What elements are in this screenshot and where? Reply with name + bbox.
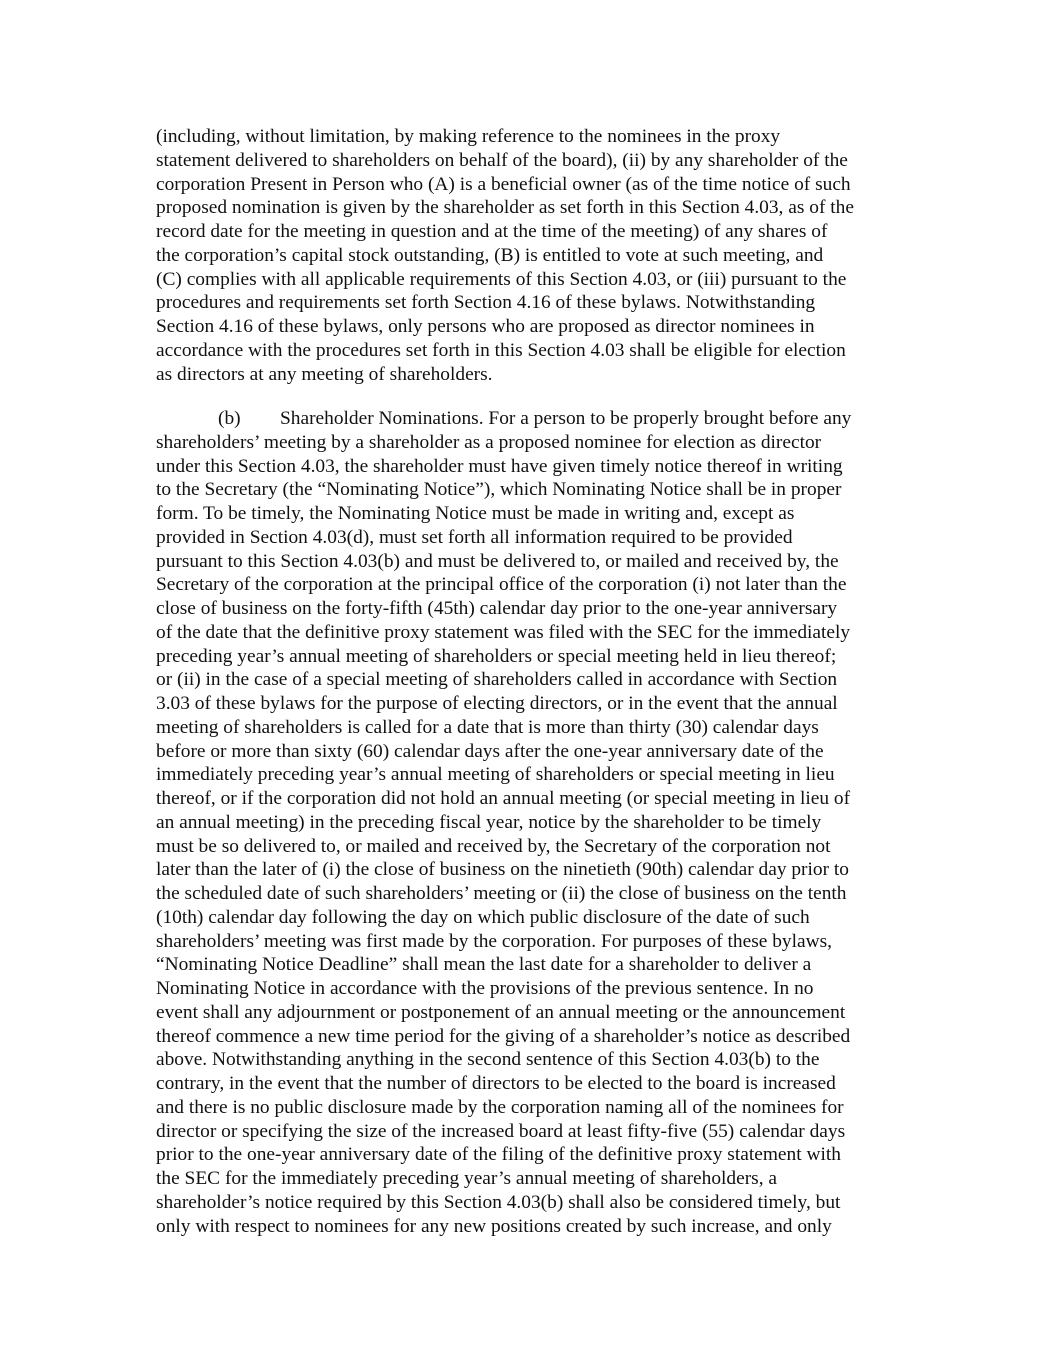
text-line: Nominating Notice in accordance with the provisions of the previous sentence. In no [156, 978, 814, 999]
text-line: (including, without limitation, by making reference to the nominees in the proxy [156, 126, 781, 147]
text-line: thereof, or if the corporation did not hold an annual meeting (or special meeting in lieu of [156, 788, 851, 809]
text-line: form. To be timely, the Nominating Notice must be made in writing and, except as [156, 503, 795, 524]
text-line: shareholders’ meeting was first made by the corporation. For purposes of these bylaws, [156, 930, 832, 952]
text-line: record date for the meeting in question and at the time of the meeting) of any shares of [156, 221, 828, 242]
text-line: immediately preceding year’s annual meeting of shareholders or special meeting in lieu [156, 764, 835, 786]
text-line: pursuant to this Section 4.03(b) and must be delivered to, or mailed and received by, the [156, 550, 839, 572]
text-line: before or more than sixty (60) calendar days after the one-year anniversary date of the [156, 740, 824, 762]
text-line: meeting of shareholders is called for a date that is more than thirty (30) calendar days [156, 716, 819, 738]
text-line: the SEC for the immediately preceding year’s annual meeting of shareholders, a [156, 1168, 778, 1189]
text-line: event shall any adjournment or postponement of an annual meeting or the announcement [156, 1001, 846, 1023]
text-line: the scheduled date of such shareholders’ meeting or (ii) the close of business on the tenth [156, 883, 847, 904]
text-line: the corporation’s capital stock outstanding, (B) is entitled to vote at such meeting, and [156, 244, 824, 266]
text-line: and there is no public disclosure made by the corporation naming all of the nominees for [156, 1096, 844, 1118]
text-line: shareholders’ meeting by a shareholder as a proposed nominee for election as director [156, 431, 822, 453]
text-line: 3.03 of these bylaws for the purpose of electing directors, or in the event that the annual [156, 693, 838, 714]
text-line: Secretary of the corporation at the principal office of the corporation (i) not later than the [156, 574, 847, 596]
paragraph-label: (b) [218, 408, 241, 429]
text-line: “Nominating Notice Deadline” shall mean the last date for a shareholder to deliver a [156, 954, 812, 976]
text-line: or (ii) in the case of a special meeting of shareholders called in accordance with Section [156, 669, 838, 691]
text-line: (10th) calendar day following the day on which public disclosure of the date of such [156, 906, 810, 928]
text-line: contrary, in the event that the number of directors to be elected to the board is increased [156, 1073, 836, 1094]
text-line: above. Notwithstanding anything in the second sentence of this Section 4.03(b) to the [156, 1049, 820, 1071]
text-line: only with respect to nominees for any new positions created by such increase, and only [156, 1215, 832, 1237]
paragraph-first-line [156, 407, 908, 431]
text-line: proposed nomination is given by the shareholder as set forth in this Section 4.03, as of the [156, 197, 854, 219]
text-line: thereof commence a new time period for the giving of a shareholder’s notice as described [156, 1025, 851, 1047]
text-line: under this Section 4.03, the shareholder must have given timely notice thereof in writing [156, 455, 843, 477]
paragraph-continuation [156, 125, 908, 386]
text-line: as directors at any meeting of shareholders. [156, 363, 493, 385]
text-line: an annual meeting) in the preceding fiscal year, notice by the shareholder to be timely [156, 811, 822, 833]
text-line: provided in Section 4.03(d), must set forth all information required to be provided [156, 526, 793, 548]
text-line: prior to the one-year anniversary date of the filing of the definitive proxy statement with [156, 1144, 841, 1166]
text-line: close of business on the forty-fifth (45th) calendar day prior to the one-year anniversary [156, 598, 838, 619]
text-line: Section 4.16 of these bylaws, only persons who are proposed as director nominees in [156, 316, 815, 337]
text-line: preceding year’s annual meeting of shareholders or special meeting held in lieu thereof; [156, 645, 837, 667]
text-line: (C) complies with all applicable requirements of this Section 4.03, or (iii) pursuant to the [156, 268, 847, 290]
text-line: procedures and requirements set forth Section 4.16 of these bylaws. Notwithstanding [156, 292, 816, 314]
text-line: must be so delivered to, or mailed and received by, the Secretary of the corporation not [156, 835, 831, 857]
paragraph-shareholder-nominations [156, 407, 908, 1238]
paragraph-heading-text: Shareholder Nominations. For a person to be properly brought before any [280, 408, 852, 429]
text-line: corporation Present in Person who (A) is a beneficial owner (as of the time notice of such [156, 173, 851, 195]
text-line: later than the later of (i) the close of business on the ninetieth (90th) calendar day prior to [156, 859, 849, 881]
text-line: director or specifying the size of the increased board at least fifty-five (55) calendar days [156, 1120, 846, 1142]
text-line: accordance with the procedures set forth in this Section 4.03 shall be eligible for election [156, 339, 846, 361]
text-line: shareholder’s notice required by this Section 4.03(b) shall also be considered timely, but [156, 1191, 841, 1213]
text-line: of the date that the definitive proxy statement was filed with the SEC for the immediately [156, 621, 851, 643]
text-line: statement delivered to shareholders on behalf of the board), (ii) by any shareholder of the [156, 149, 848, 171]
text-line: to the Secretary (the “Nominating Notice”), which Nominating Notice shall be in proper [156, 479, 842, 501]
